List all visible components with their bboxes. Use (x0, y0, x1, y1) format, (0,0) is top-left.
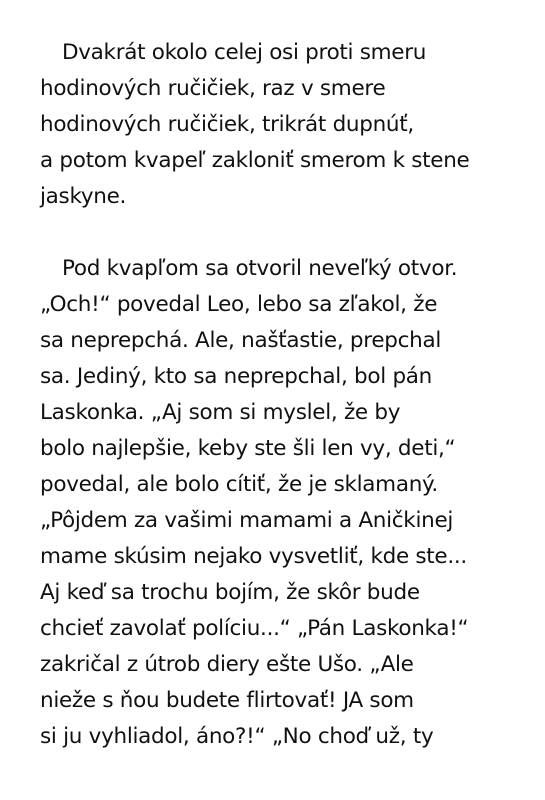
text-line: zakričal z útrob diery ešte Ušo. „Ale (40, 652, 414, 677)
text-line: „Pôjdem za vašimi mamami a Aničkinej (40, 508, 454, 533)
text-line: hodinových ručičiek, trikrát dupnúť, (40, 112, 414, 137)
text-line: Dvakrát okolo celej osi proti smeru (62, 40, 427, 65)
text-line: sa neprepchá. Ale, našťastie, prepchal (40, 328, 442, 353)
text-line: Aj keď sa trochu bojím, že skôr bude (40, 580, 420, 605)
text-line: chcieť zavolať políciu...“ „Pán Laskonka!“ (40, 616, 469, 641)
text-line: bolo najlepšie, keby ste šli len vy, deti,“ (40, 436, 456, 461)
text-line: povedal, ale bolo cítiť, že je sklamaný. (40, 472, 438, 497)
text-line: hodinových ručičiek, raz v smere (40, 76, 386, 101)
text-line: „Och!“ povedal Leo, lebo sa zľakol, že (40, 292, 438, 317)
text-line: Pod kvapľom sa otvoril neveľký otvor. (62, 256, 458, 281)
text-line: sa. Jediný, kto sa neprepchal, bol pán (40, 364, 432, 389)
text-line: a potom kvapeľ zakloniť smerom k stene (40, 148, 470, 173)
text-line: nieže s ňou budete flirtovať! JA som (40, 688, 414, 713)
text-line: si ju vyhliadol, áno?!“ „No choď už, ty (40, 724, 434, 749)
text-line: mame skúsim nejako vysvetliť, kde ste... (40, 544, 467, 569)
text-line: Laskonka. „Aj som si myslel, že by (40, 400, 401, 425)
text-line: jaskyne. (40, 184, 127, 209)
